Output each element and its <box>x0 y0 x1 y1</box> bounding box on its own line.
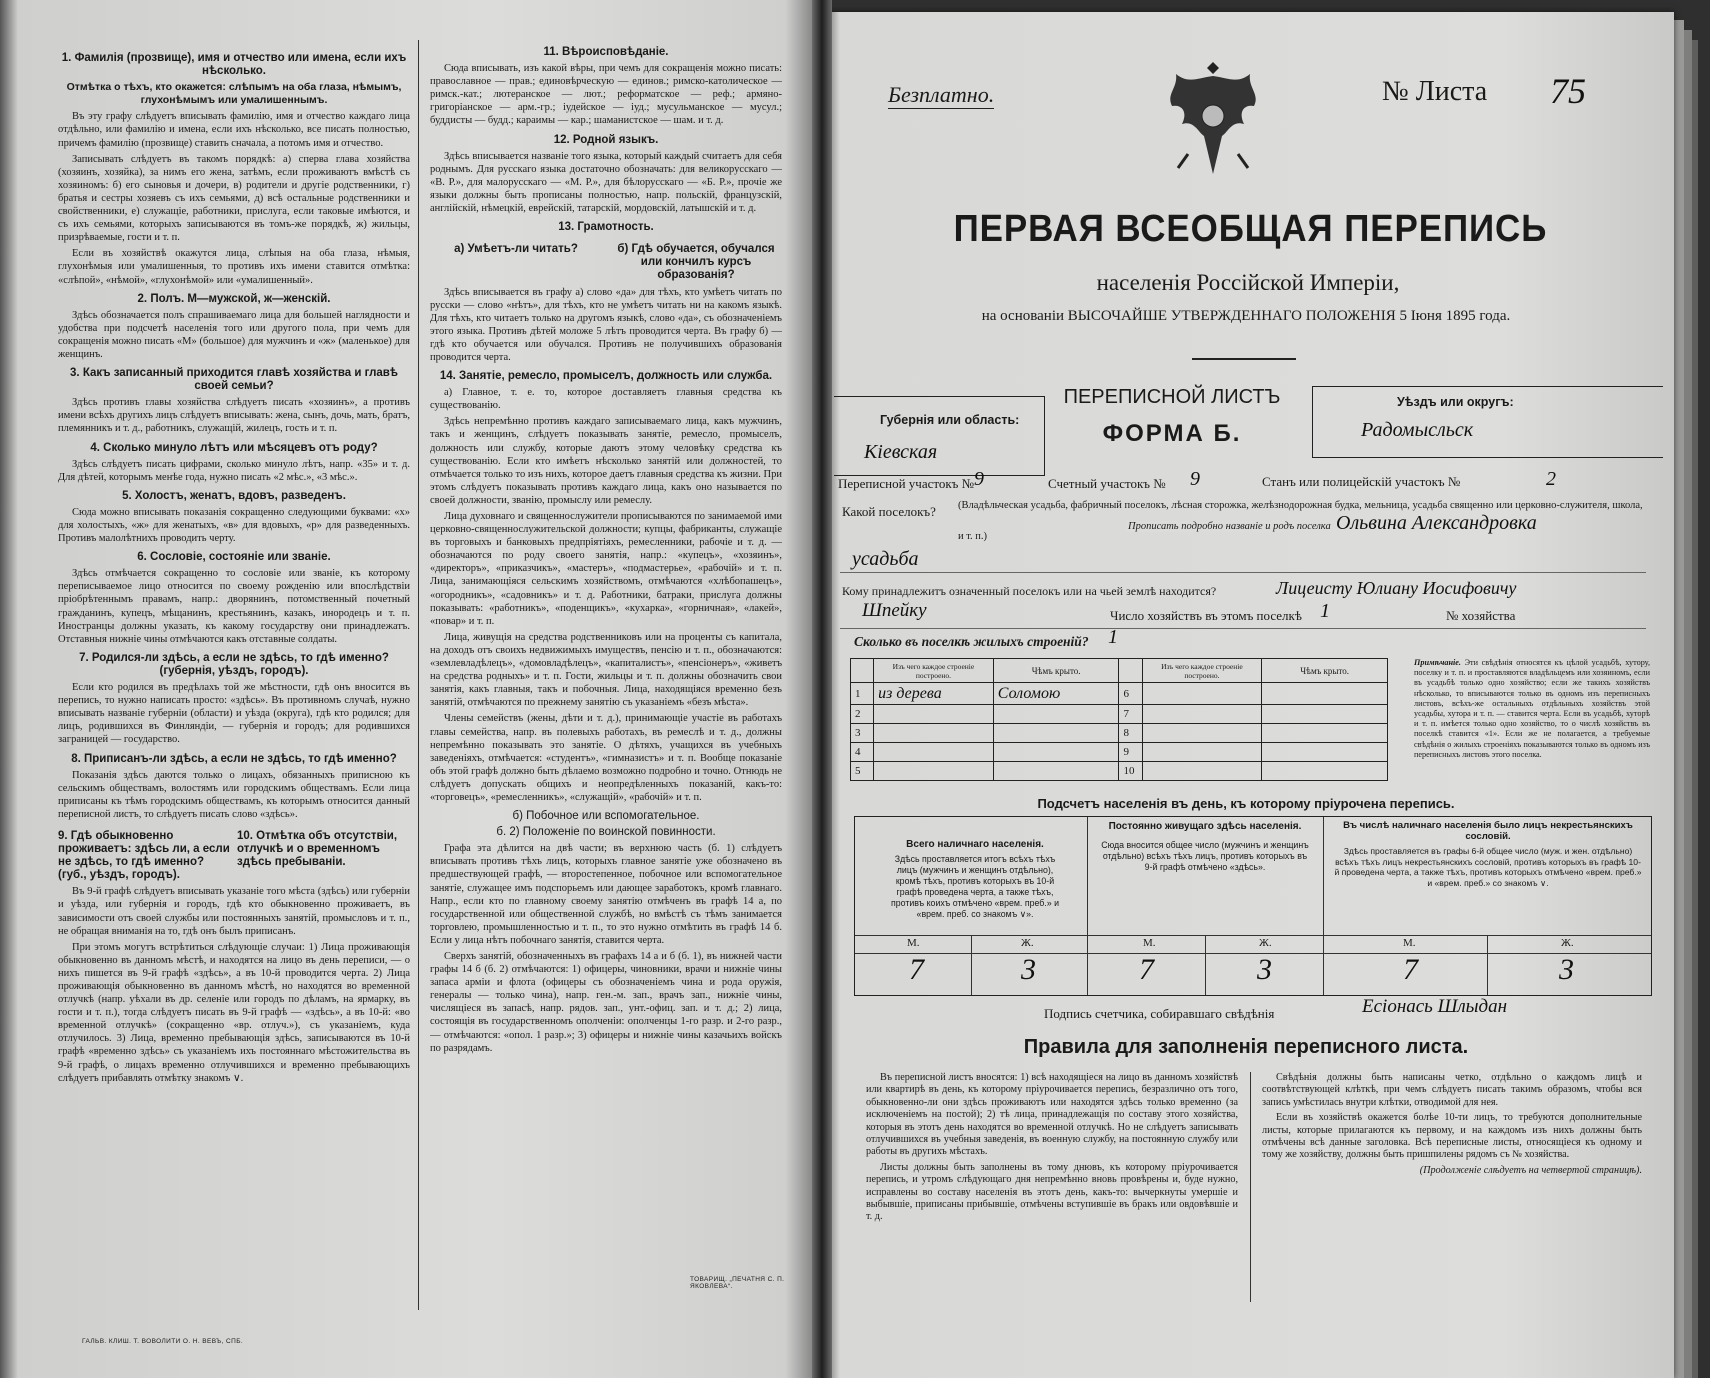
households-value[interactable]: 1 <box>1320 600 1330 622</box>
count-mf-line <box>855 953 1651 954</box>
roof-cell[interactable] <box>1262 705 1388 724</box>
page-stack-edge <box>1684 30 1692 1378</box>
section-6-text: Здѣсь отмѣчается сокращенно то сословіе или званіе, къ которому переписываемое лицо относится по своему рожденію или впослѣдствіи пріобрѣтеннымъ правамъ, напр.: дворянинъ, потомственный почетный гражданинъ, купецъ, мѣщанинъ, крестьянинъ, казакъ, инородецъ и т. п. Иностранцы должны указать, къ какому государству они принадлежатъ. Отставныя нижніе чины отмѣчаются какъ отставные солдаты. <box>58 568 410 645</box>
stan-value[interactable]: 2 <box>1546 468 1556 490</box>
enumerator-label: Подпись счетчика, собиравшаго свѣдѣнія <box>1044 1006 1275 1021</box>
left-column-2 <box>430 40 782 1270</box>
section-9-text: Въ 9-й графѣ слѣдуетъ вписывать указаніе того мѣста (здѣсь) или губерніи и уѣзда, или губернія и городъ, гдѣ кто обыкновенно проживаетъ, въ зависимости отъ своей службы или постоянныхъ занятій, промысловъ и т. п., не обращая вниманія на то, гдѣ онъ былъ приписанъ. <box>58 886 410 937</box>
count-col-permanent <box>1099 821 1311 933</box>
section-9-text: При этомъ могутъ встрѣтиться слѣдующіе случаи: 1) Лица проживающія обыкновенно въ данномъ мѣстѣ, и находятся на лицо въ день переписи, — о нихъ пишется въ 9-й графѣ «здѣсь», а въ 10-й проводится черта. 2) Лица проживающія обыкновенно въ данномъ мѣстѣ, но находятся во временной отлучкѣ (напр. уѣхали въ др. селеніе или городъ по дѣламъ, на ярмарку, въ гости и т. п.), тогда слѣдуетъ писать въ 9-й графѣ — «здѣсь», а въ 10-й: «во временной отлучкѣ» (сокращенно «вр. отлуч.»), съ указаніемъ, куда отлучилось. 3) Лица, временно пребывающія здѣсь, записываются въ 10-й графѣ «временно здѣсь» съ указаніемъ ихъ постояннаго мѣстожительства въ 9-й графѣ, о лицахъ временно отлучившихся и временно пребывающихъ слѣдуетъ прибавлять отмѣтку знакомъ ∨. <box>58 941 410 1084</box>
column-divider <box>418 40 419 1310</box>
section-14a-label: а) Главное, т. е. то, которое доставляетъ главныя средства къ существованію. <box>430 387 782 412</box>
section-13-text: Здѣсь вписывается въ графу а) слово «да» для тѣхъ, кто умѣетъ читать по русски — слово «нѣтъ», для тѣхъ, кто не умѣетъ читать ни на какомъ языкѣ. Для тѣхъ, кто читаетъ только на другомъ языкѣ, слово «да», съ обозначеніемъ этого языка. Противъ дѣтей моложе 5 лѣтъ проводится черта. Въ графу б) — гдѣ кто обучается или обучался. Противъ не получившихъ образованія проводится черта. <box>430 286 782 363</box>
permanent-male-value[interactable]: 7 <box>1139 953 1154 986</box>
rules-divider <box>1250 1072 1251 1302</box>
stan-label: Станъ или полицейскій участокъ № <box>1262 474 1461 489</box>
buildings-row <box>851 743 1388 762</box>
note-title: Примѣчаніе. <box>1414 658 1461 667</box>
buildings-row <box>851 762 1388 781</box>
section-4-text: Здѣсь слѣдуетъ писать цифрами, сколько минуло лѣтъ, напр. «35» и т. д. Для дѣтей, которымъ менѣе года, нужно писать «2 мѣс.», «3 мѣс.». <box>58 458 410 483</box>
section-7-text: Если кто родился въ предѣлахъ той же мѣстности, гдѣ онъ вносится въ перепись, то нужно написать просто: «здѣсь». Въ противномъ случаѣ, нужно вписывать названіе губерніи (области) и уѣзда (округа), гдѣ кто родился; для лицъ, родившихся въ Финляндіи, — губернія и городъ; для родившихся заграницей — государство. <box>58 682 410 746</box>
section-6-title: 6. Сословіе, состояніе или званіе. <box>137 551 331 564</box>
buildings-label: Сколько въ поселкѣ жилыхъ строеній? <box>854 634 1089 649</box>
row-number: 2 <box>851 705 874 724</box>
sheet-number-label: № Листа <box>1382 76 1488 107</box>
row-number: 5 <box>851 762 874 781</box>
count-col-total <box>885 839 1065 935</box>
non-peasant-male-value[interactable]: 7 <box>1403 953 1418 986</box>
section-14b2-title: б. 2) Положеніе по воинской повинности. <box>496 826 716 839</box>
roof-cell[interactable] <box>1262 743 1388 762</box>
material-cell[interactable] <box>874 762 994 781</box>
row-number: 10 <box>1119 762 1142 781</box>
double-headed-eagle-emblem <box>1158 54 1268 184</box>
material-header: Изъ чего каждое строеніе построено. <box>1142 659 1262 683</box>
count-mf-line <box>855 935 1651 936</box>
section-11-text: Сюда вписывать, изъ какой вѣры, при чемъ для сокращенія можно писать: православное — прав.; единовѣрческую — единов.; римско-католическое — римск.-кат.; лютеранское — лют.; реформатское — реф.; армяно-григоріанское — арм.-гр.; іудейское — іуд.; мусульманское — мусул.; буддисты — будд.; караимы — кар.; шаманистское — шам. и т. д. <box>430 63 782 127</box>
section-4-title: 4. Сколько минуло лѣтъ или мѣсяцевъ отъ роду? <box>90 441 378 454</box>
male-label: М. <box>1403 937 1416 949</box>
count-divider <box>1323 817 1324 995</box>
row-number: 7 <box>1119 705 1142 724</box>
population-count-title: Подсчетъ населенія въ день, къ которому пріурочена перепись. <box>1037 796 1455 811</box>
title-divider <box>1192 358 1296 360</box>
rules-text: Если въ хозяйствѣ окажется болѣе 10-ти лицъ, то требуются дополнительные листы, которые прилагаются къ первому, и на каждомъ изъ нихъ должны быть отмѣчены всѣ данные заголовка. Всѣ переписные листы, относящіеся къ одному и тому же хозяйству, должны быть пришпилены рядомъ съ № хозяйства. <box>1262 1112 1642 1161</box>
section-1-title: 1. Фамилія (прозвище), имя и отчество или имена, если ихъ нѣсколько. <box>61 52 407 78</box>
roof-cell[interactable] <box>993 724 1119 743</box>
male-label: М. <box>1143 937 1156 949</box>
row-number: 3 <box>851 724 874 743</box>
section-12-text: Здѣсь вписывается названіе того языка, который каждый считаетъ для себя роднымъ. Для русскаго языка достаточно обозначать: для великорусскаго — «В. Р.», для малорусскаго — «М. Р.», для бѣлорусскаго — «Б. Р.», прочіе же языки должны быть прописаны полностью, напр. польскій, французскій, англійскій, нѣмецкій, еврейскій, татарскій, мордовскій, латышскій и т. д. <box>430 150 782 215</box>
owner-underline <box>840 628 1646 629</box>
left-column-1 <box>58 46 410 1296</box>
section-13-title: 13. Грамотность. <box>558 221 654 234</box>
province-label: Губернія или область: <box>880 413 1020 427</box>
buildings-value[interactable]: 1 <box>1108 626 1118 648</box>
section-2-text: Здѣсь обозначается полъ спрашиваемаго лица для большей наглядности и удобства при подсчетѣ населенія того или другого пола, при чемъ для сокращенія можно писать «М» (большое) для мужчинъ и «ж» (маленькое) для женщинъ. <box>58 309 410 360</box>
census-main-title: ПЕРВАЯ ВСЕОБЩАЯ ПЕРЕПИСЬ <box>953 208 1548 250</box>
population-count-table <box>854 816 1652 996</box>
row-number: 8 <box>1119 724 1142 743</box>
buildings-note <box>1414 658 1650 782</box>
left-page <box>0 0 818 1378</box>
section-3-text: Здѣсь противъ главы хозяйства слѣдуетъ писать «хозяинъ», а противъ имени всѣхъ другихъ лицъ слѣдуетъ вписывать: жена, сынъ, дочь, мать, братъ, племянникъ и т. д., работникъ, служащій, жилецъ, гость и т. п. <box>58 397 410 435</box>
total-female-value[interactable]: 3 <box>1021 953 1036 986</box>
count-col-heading: Постоянно живущаго здѣсь населенія. <box>1108 821 1302 832</box>
rules-text: Листы должны быть заполнены въ тому днювъ, къ которому пріурочивается перепись, и утромъ слѣдующаго дня непремѣнно вновь провѣрены и, буде нужно, исправлены во составу населенія въ этотъ день, какъ-то: вычеркнуты умершіе и выбывшіе, приписаны прибывшіе, отмѣчены вступившіе въ бракъ или овдовѣвшіе и т. д. <box>866 1161 1238 1223</box>
census-legal-basis: на основаніи ВЫСОЧАЙШЕ УТВЕРЖДЕННАГО ПОЛОЖЕНІЯ 5 Іюня 1895 года. <box>981 308 1511 324</box>
section-12-title: 12. Родной языкъ. <box>553 133 659 146</box>
section-5-text: Сюда можно вписывать показанія сокращенно следующими буквами: «х» для холостыхъ, «ж» для женатыхъ, «в» для вдовыхъ, «р» для разведенныхъ. Противъ малолѣтнихъ проводить черту. <box>58 506 410 545</box>
section-2-title: 2. Полъ. М—мужской, ж—женскій. <box>137 292 331 305</box>
section-1-text: Записывать слѣдуетъ въ такомъ порядкѣ: а) сперва глава хозяйства (хозяинъ, хозяйка), за нимъ его жена, затѣмъ, если проживаютъ вмѣстѣ съ хозяиномъ: б) его сыновья и дочери, в) родители и другіе родственники, г) братья и сестры хозяевъ съ ихъ семьями, д) всѣ остальные родственники и свойственники, е) служащіе, работники, прислуга, если таковые имѣются, и съ ихъ семьями, которыхъ записываются въ томъ-же порядкѣ, ж) жильцы, призрѣваемые, гости и т. п. <box>58 153 410 244</box>
count-area-label: Счетный участокъ № <box>1048 476 1166 491</box>
male-label: М. <box>907 937 920 949</box>
row-number: 9 <box>1119 743 1142 762</box>
section-3-title: 3. Какъ записанный приходится главѣ хозяйства и главѣ своей семьи? <box>70 367 398 393</box>
section-1-text: Если въ хозяйствѣ окажутся лица, слѣпыя на оба глаза, нѣмыя, глухонѣмыя или умалишенныя, то противъ ихъ имени ставится отмѣтка: «слѣпой», «нѣмой», «глухонѣмой» или «умалишенный». <box>58 248 410 286</box>
female-label: Ж. <box>1561 937 1574 949</box>
count-col-heading: Въ числѣ наличнаго населенія было лицъ некрестьянскихъ сословій. <box>1343 821 1633 842</box>
census-subtitle: населенія Россійской Имперіи, <box>1096 270 1400 295</box>
roof-cell[interactable] <box>1262 724 1388 743</box>
material-cell[interactable] <box>1142 762 1262 781</box>
roof-header: Чѣмъ крыто. <box>993 659 1119 683</box>
material-cell[interactable] <box>874 705 994 724</box>
section-8-title: 8. Приписанъ-ли здѣсь, а если не здѣсь, то гдѣ именно? <box>71 752 397 765</box>
census-area-label: Переписной участокъ № <box>838 476 975 491</box>
mf-divider <box>1487 935 1488 995</box>
section-1-text: Въ эту графу слѣдуетъ вписывать фамилію, имя и отчество каждаго лица отдѣльно, или фамилію и имена, если ихъ нѣсколько, все писать полностью, причемъ фамилію (прозвище) ставить сначала, а потомъ имя и отчество. <box>58 111 410 149</box>
settlement-hint: (Владѣльческая усадьба, фабричный поселокъ, лѣсная сторожка, желѣзнодорожная будка, мельница, усадьба священно или церковно-служителя, школа, и т. п.) <box>958 500 1643 542</box>
section-13b-title: б) Гдѣ обучается, обучался или кончилъ курсъ образованія? <box>617 243 775 282</box>
right-page <box>826 12 1674 1378</box>
district-value[interactable]: Радомысльск <box>1361 419 1474 441</box>
mf-divider <box>971 935 972 995</box>
buildings-row <box>851 705 1388 724</box>
material-cell[interactable] <box>874 743 994 762</box>
rules-column-1 <box>866 1072 1238 1312</box>
engraver-imprint: ГАЛЬВ. КЛИШ. Т. ВОВОЛИТИ О. Н. ВЕВЪ, СПБ. <box>82 1338 244 1345</box>
female-label: Ж. <box>1259 937 1272 949</box>
page-stack-edge <box>1674 20 1684 1378</box>
form-subtitle: ФОРМА Б. <box>1102 420 1242 447</box>
section-14-text: Сверхъ занятій, обозначенныхъ въ графахъ 14 а и б (б. 1), въ нижней части графы 14 б (б. 2) отмѣчаются: 1) офицеры, чиновники, врачи и нижніе чины запаса армiи и флота (офицеры съ обозначеніемъ чина и рода оружія, генералы — только чина), напр. ген.-м. зап., врачъ зап., нижніе чины, числящіеся въ запасѣ, напр. рядов. зап., унт.-офиц. зап. и т. д.; 2) лица, состоящія въ государственномъ ополченіи: ополченцы 1-го разр. и 2-го разр., — отмѣчаются: «опол. 1 разр.»; 3) офицеры и нижніе чины казачьихъ войскъ по разрядамъ. <box>430 951 782 1054</box>
section-14-text: Лица, живущія на средства родственниковъ или на проценты съ капитала, на доходъ отъ своихъ недвижимыхъ имуществъ, пенсію и т. п., обозначаются: «землевладѣлецъ», «домовладѣлецъ», «капиталистъ», «пенсіонеръ», «живетъ на средства родныхъ» и т. п. Гости, жильцы и т. п. должны обозначить свои занятія, какъ главныя, такъ и побочныя. Лица, находящіяся временно безъ занятій, отмѣчаются по прежнему занятію съ указаніемъ «безъ мѣста». <box>430 631 782 709</box>
settlement-value[interactable]: Ольвина Александровка <box>1336 512 1537 534</box>
roof-header: Чѣмъ крыто. <box>1262 659 1388 683</box>
row-number: 6 <box>1119 683 1142 705</box>
buildings-row <box>851 683 1388 705</box>
count-divider <box>1087 817 1088 995</box>
rules-title: Правила для заполненія переписного листа. <box>1023 1036 1469 1058</box>
rules-column-2 <box>1262 1072 1642 1312</box>
district-box <box>1312 386 1663 458</box>
buildings-table <box>850 658 1388 781</box>
section-14-text: Графа эта дѣлится на двѣ части; въ верхнюю часть (б. 1) слѣдуетъ вписывать противъ тѣхъ лицъ, которыхъ главное занятіе уже обозначено въ предшествующей графѣ, — второстепенное, побочное или вспомогательное занятіе, служащее имъ подспорьемъ или дающее заработокъ, кромѣ главнаго. Напр., если кто по главному своему занятію отмѣченъ въ графѣ 14 а, по государственной или общественной службѣ, но вмѣстѣ съ тѣмъ занимается торговлею, промышленностью и т. п., то это нужно отмѣтить въ графѣ 14 б. Если у лица нѣтъ побочнаго занятія, ставится черта. <box>430 843 782 946</box>
census-area-value[interactable]: 9 <box>974 468 984 490</box>
sheet-number-value: 75 <box>1550 71 1586 111</box>
free-label: Безплатно. <box>888 82 995 107</box>
material-cell[interactable]: из дерева <box>874 683 994 705</box>
section-7-title: 7. Родился-ли здѣсь, а если не здѣсь, то гдѣ именно? (губернія, уѣздъ, городъ). <box>79 651 389 677</box>
rules-text: Свѣдѣнія должны быть написаны четко, отдѣльно о каждомъ лицѣ и соотвѣтствующей клѣткѣ, при чемъ слѣдуетъ писать такимъ образомъ, чтобы вся запись умѣстилась внутри клѣтки, отводимой для нея. <box>1262 1072 1642 1108</box>
buildings-table-header <box>851 659 1388 683</box>
material-cell[interactable] <box>1142 724 1262 743</box>
section-14-text: Здѣсь непремѣнно противъ каждаго записываемаго лица, какъ мужчинъ, такъ и женщинъ, слѣдуетъ показывать занятіе, ремесло, промыселъ, должность или службу, которые даютъ этому человѣку средства къ существованію. Если кто имѣетъ нѣсколько занятій или должностей, то отмѣчается только то изъ нихъ, которое даетъ главныя средства къ жизни. При этомъ слѣдуетъ показывать противъ каждаго лица, какъ оно называется по своей должности, званію, промыслу или ремеслу. <box>430 416 782 506</box>
page-stack-edge <box>1692 40 1698 1378</box>
roof-cell[interactable]: Соломою <box>993 683 1119 705</box>
permanent-female-value[interactable]: 3 <box>1257 953 1272 986</box>
section-9-title: 9. Гдѣ обыкновенно проживаетъ: здѣсь ли, а если не здѣсь, то гдѣ именно? (губ., уѣздъ, городъ). <box>58 829 230 882</box>
note-text: Эти свѣдѣнія относятся къ цѣлой усадьбѣ, хутору, поселку и т. п. и проставляются владѣльцемъ или хозяиномъ, если въ усадьбѣ только одно хозяйство; если же такихъ хозяйствъ нѣсколько, то вписываются только въ одномъ изъ переписныхъ листовъ, всѣхъ-же остальныхъ отдѣльныхъ хозяйствъ этой усадьбы, хутора и т. п. — ставится черта. Если въ усадьбѣ, хуторѣ и т. п. имѣется только одно хозяйство, то о числѣ хозяйствъ въ поселкѣ ставится «1». Если же не полагается, а требуемые свѣдѣнія о жилыхъ строеніяхъ показываются только въ одномъ изъ переписныхъ листовъ этого поселка. <box>1414 658 1650 759</box>
material-header: Изъ чего каждое строеніе построено. <box>874 659 994 683</box>
mf-divider <box>1205 935 1206 995</box>
section-14-title: 14. Занятіе, ремесло, промыселъ, должность или служба. <box>439 370 773 383</box>
book-binding <box>812 0 832 1378</box>
count-col-non-peasant <box>1333 821 1643 935</box>
roof-cell[interactable] <box>1262 762 1388 781</box>
roof-cell[interactable] <box>993 762 1119 781</box>
section-11-title: 11. Вѣроисповѣданіе. <box>543 46 669 58</box>
material-cell[interactable] <box>1142 743 1262 762</box>
settlement-underline <box>840 572 1646 573</box>
settlement-value-2[interactable]: усадьба <box>852 548 919 570</box>
buildings-row <box>851 724 1388 743</box>
rules-continuation: (Продолженіе слѣдуетъ на четвертой страницѣ). <box>1419 1164 1642 1176</box>
section-14b-title: б) Побочное или вспомогательное. <box>512 810 700 823</box>
roof-cell[interactable] <box>1262 683 1388 705</box>
household-number-label: № хозяйства <box>1446 608 1516 623</box>
material-cell[interactable] <box>1142 705 1262 724</box>
count-col-text: Здѣсь проставляется итогъ всѣхъ тѣхъ лицъ (мужчинъ и женщинъ отдѣльно), кромѣ тѣхъ, противъ которыхъ въ 10-й графѣ проведена черта, а также тѣхъ, противъ коихъ отмѣчено «врем. преб.» и «врем. преб. со знакомъ ∨». <box>890 854 1060 919</box>
section-5-title: 5. Холостъ, женатъ, вдовъ, разведенъ. <box>122 489 346 502</box>
section-10-title: 10. Отмѣтка объ отсутствіи, отлучкѣ и о временномъ здѣсь пребываніи. <box>237 829 398 869</box>
owner-value[interactable]: Лицеисту Юлиану Иосифовичу <box>1276 578 1517 598</box>
female-label: Ж. <box>1021 937 1034 949</box>
form-title: ПЕРЕПИСНОЙ ЛИСТЪ <box>1063 386 1281 408</box>
total-male-value[interactable]: 7 <box>909 953 924 986</box>
section-14-text: Члены семействъ (жены, дѣти и т. д.), принимающіе участіе въ работахъ главы семейства, напр. въ полевыхъ работахъ, въ ремеслѣ и т. д., должны непремѣнно показывать это занятіе. О дѣтяхъ, учащихся въ учебныхъ заведеніяхъ, отмѣчается: «студентъ», «гимназистъ» и т. п. Вообще показаніе объ этой графѣ должно быть дѣлаемо возможно подробно и точно. Отнюдь не слѣдуетъ допускать общихъ и неопредѣленныхъ показаній, какъ-то: «торговецъ», «ремесленникъ», «служащій», «рабочій» и т. п. <box>430 713 782 803</box>
section-14-text: Лица духовнаго и священнослужители прописываются по занимаемой ими церковно-священнослужительской должности; купцы, фабриканты, служащіе въ торговыхъ и банковыхъ предпріятіяхъ, ремесленники, рабочіе и т. д. — обозначаются по роду своего занятія, напр.: «купецъ», «хозяинъ», «директоръ», «приказчикъ», «мастеръ», «подмастерье», «рабочій» и т. п. Лица, занимающіяся сельскимъ хозяйствомъ, отмѣчаются «хлѣбопашецъ», «огородникъ», «садовникъ» и т. д. Работники, батраки, прислуга должны показывать: «работникъ», «поденщикъ», «кухарка», «горничная», «лакей», «повар» и т. п. <box>430 511 782 627</box>
owner-label: Кому принадлежитъ означенный поселокъ или на чьей землѣ находится? <box>842 584 1217 598</box>
section-1-subtitle: Отмѣтка о тѣхъ, кто окажется: слѣпымъ на оба глаза, нѣмымъ, глухонѣмымъ или умалишеннымъ. <box>66 81 402 107</box>
count-col-text: Здѣсь проставляется въ графы 6-й общее число (муж. и жен. отдѣльно) всѣхъ тѣхъ лицъ некрестьянскихъ сословій, противъ которыхъ въ графѣ 10-й проведена черта, а также тѣхъ, противъ которыхъ отмѣчено «врем. преб.» и «врем. преб.» со знакомъ ∨. <box>1334 846 1642 888</box>
printer-imprint: ТОВАРИЩ. „ПЕЧАТНЯ С. П. ЯКОВЛЕВА“. <box>690 1276 785 1290</box>
count-col-text: Сюда вносится общее число (мужчинъ и женщинъ отдѣльно) всѣхъ тѣхъ лицъ, противъ которыхъ въ 9-й графѣ отмѣчено «здѣсь». <box>1101 840 1309 872</box>
province-value[interactable]: Кіевская <box>864 441 938 463</box>
non-peasant-female-value[interactable]: 3 <box>1559 953 1574 986</box>
province-box <box>834 396 1045 476</box>
row-number: 1 <box>851 683 874 705</box>
section-13a-title: а) Умѣетъ-ли читать? <box>454 243 578 256</box>
count-area-value[interactable]: 9 <box>1190 468 1200 490</box>
rules-text: Въ переписной листъ вносятся: 1) всѣ находящіеся на лицо въ данномъ хозяйствѣ или квартирѣ въ день, къ которому пріурочивается перепись, безразлично отъ того, обыкновенно-ли они здѣсь проживаютъ или находятся здѣсь только временно (за исключеніемъ на постой); 2) тѣ лица, принадлежащія по составу этого хозяйства, которыя въ этотъ день находятся во временной отлучкѣ. Но не слѣдуетъ записывать отлучившихся въ учебныя заведенія, въ военную службу, на постоянную службу или работы въ другихъ мѣстахъ. <box>866 1072 1238 1158</box>
enumerator-signature[interactable]: Есіонась Шлыдан <box>1362 996 1508 1017</box>
settlement-hint-2: Прописать подробно названіе и родъ поселка <box>1128 521 1331 532</box>
district-label: Уѣздъ или округъ: <box>1397 395 1514 409</box>
material-cell[interactable] <box>874 724 994 743</box>
count-col-heading: Всего наличнаго населенія. <box>906 839 1044 850</box>
settlement-label: Какой поселокъ? <box>842 504 936 519</box>
material-cell[interactable] <box>1142 683 1262 705</box>
roof-cell[interactable] <box>993 705 1119 724</box>
households-label: Число хозяйствъ въ этомъ поселкѣ <box>1110 608 1302 623</box>
row-number: 4 <box>851 743 874 762</box>
roof-cell[interactable] <box>993 743 1119 762</box>
section-8-text: Показанія здѣсь даются только о лицахъ, обязанныхъ приписною къ сельскимъ обществамъ, волостямъ или городскимъ обществамъ. Если лица приписаны къ тѣмъ городскимъ обществамъ, къ которымъ относится данный переписной листъ, то слѣдуетъ писать слово «здѣсь». <box>58 769 410 820</box>
owner-value-2[interactable]: Шпейку <box>862 600 927 621</box>
